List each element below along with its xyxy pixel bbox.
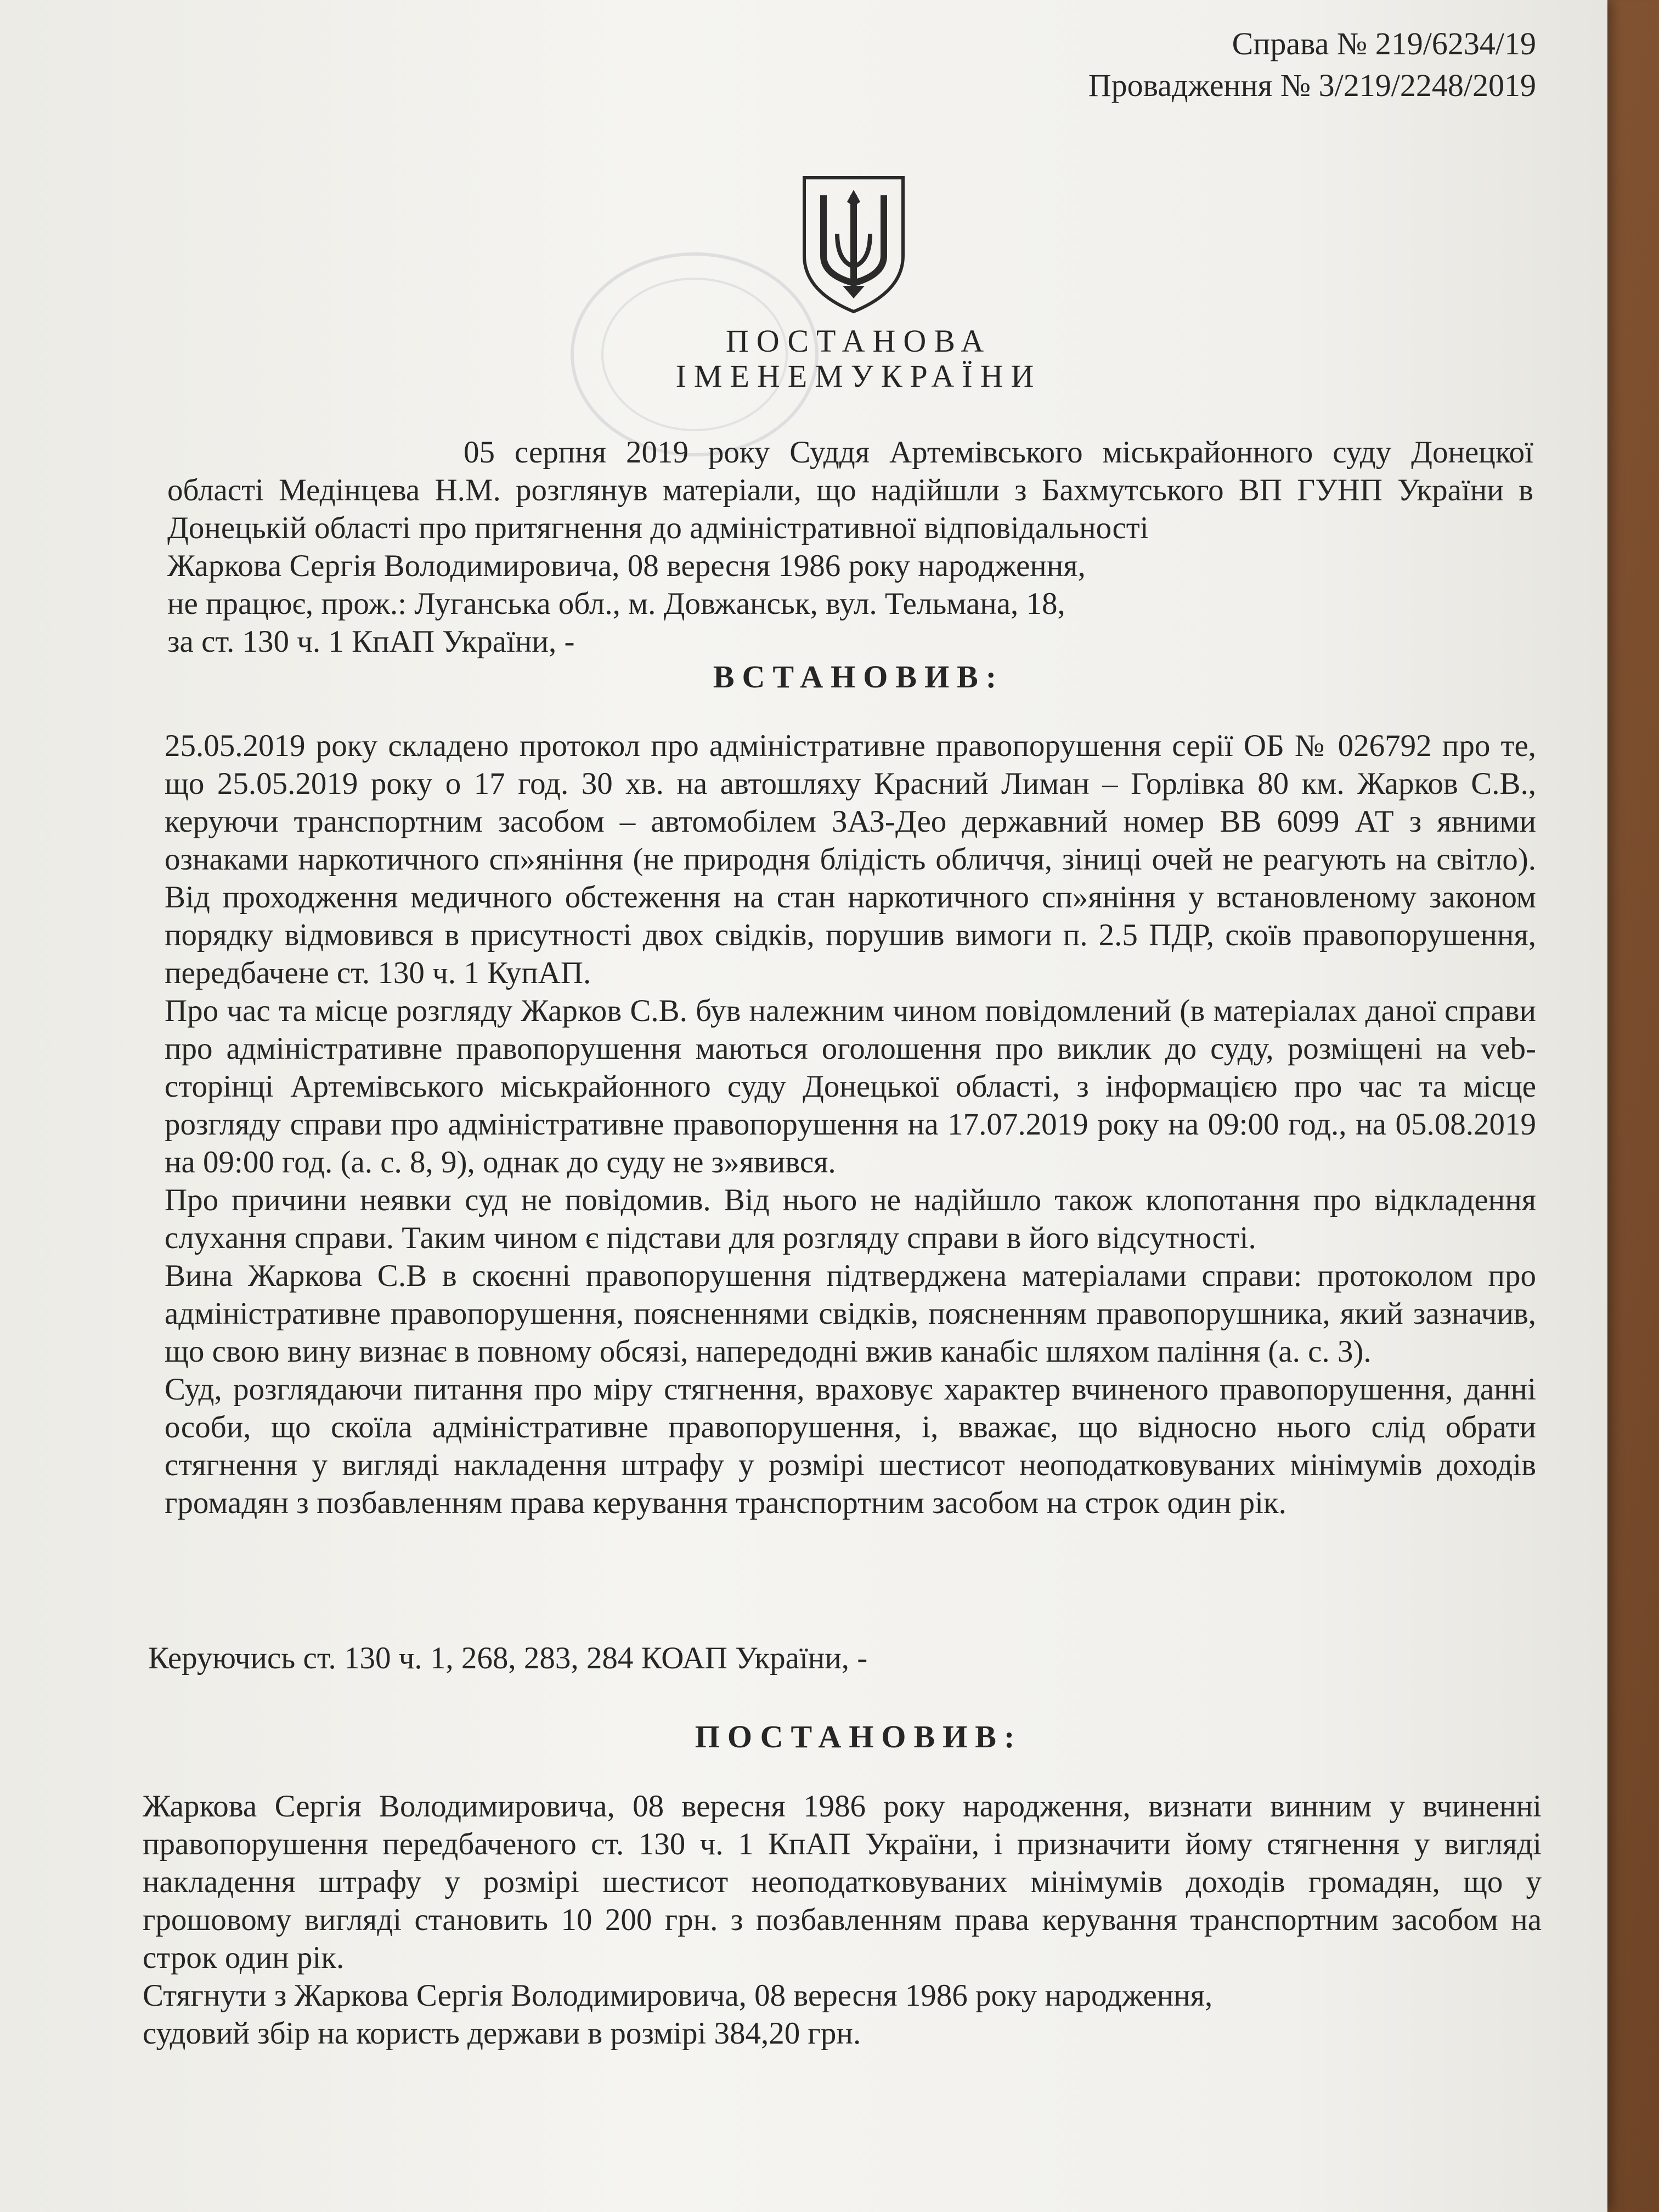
findings-paragraph: 25.05.2019 року складено протокол про адміністративне правопорушення серії ОБ № 026792 про те, що 25.05.2019 року о 17 год. 30 хв. на автошляху Красний Лиман – Горлівка 80 км. Жарков С.В., керуючи транспортним засобом – автомобілем ЗАЗ-Део державний номер ВВ 6099 АТ з явними ознаками наркотичного сп»яніння (не природня блідість обличчя, зіниці очей не реагують на світло). Від проходження медичного обстеження на стан наркотичного сп»яніння у встановленому законом порядку відмовився в присутності двох свідків, порушив вимоги п. 2.5 ПДР, скоїв правопорушення, передбачене ст. 130 ч. 1 КупАП. (165, 729, 1536, 990)
findings-block (165, 727, 1536, 1522)
proceeding-number: Провадження № 3/219/2248/2019 (1088, 67, 1536, 103)
findings-paragraph: Суд, розглядаючи питання про міру стягнення, враховує характер вчиненого правопорушення, данні особи, що скоїла адміністративне правопорушення, і, вважає, що відносно нього слід обрати стягнення у вигляді накладення штрафу у розмірі шестисот неоподатковуваних мінімумів доходів громадян з позбавленням права керування транспортним засобом на строк один рік. (165, 1372, 1536, 1520)
intro-article: за ст. 130 ч. 1 КпАП України, - (167, 624, 575, 659)
decision-paragraph: Жаркова Сергія Володимировича, 08 вересня 1986 року народження, визнати винним у вчиненні правопорушення передбаченого ст. 130 ч. 1 КпАП України, і призначити йому стягнення у вигляді накладення штрафу у розмірі шестисот неоподатковуваних мінімумів доходів громадян, що у грошовому вигляді становить 10 200 грн. з позбавленням права керування транспортним засобом на строк один рік. (143, 1789, 1542, 1975)
document-subtitle: ІМЕНЕМУКРАЇНИ (675, 358, 1042, 394)
trident-coat-of-arms-icon (799, 173, 909, 316)
guided-by-line: Керуючись ст. 130 ч. 1, 268, 283, 284 КОАП України, - (148, 1641, 868, 1675)
case-header (1088, 23, 1536, 106)
intro-paragraph: 05 серпня 2019 року Суддя Артемівського міськрайонного суду Донецкої області Медінцева Н.М. розглянув матеріали, що надійшли з Бахмутського ВП ГУНП України в Донецькій області про притягнення до адміністративної відповідальності (167, 435, 1533, 545)
intro-block (167, 433, 1533, 661)
intro-defendant: Жаркова Сергія Володимировича, 08 вересня 1986 року народження, (167, 549, 1086, 583)
intro-address: не працює, прож.: Луганська обл., м. Довжанськ, вул. Тельмана, 18, (167, 586, 1065, 621)
findings-paragraph: Про час та місце розгляду Жарков С.В. був належним чином повідомлений (в матеріалах даної справи про адміністративне правопорушення маються оголошення про виклик до суду, розміщені на veb-сторінці Артемівського міськрайонного суду Донецької області, з інформацією про час та місце розгляду справи про адміністративне правопорушення на 17.07.2019 року на 09:00 год., на 05.08.2019 на 09:00 год. (а. с. 8, 9), однак до суду не з»явився. (165, 994, 1536, 1180)
findings-paragraph: Про причини неявки суд не повідомив. Від нього не надійшло також клопотання про відкладення слухання справи. Таким чином є підстави для розгляду справи в його відсутності. (165, 1183, 1536, 1255)
decision-collection-line: Стягнути з Жаркова Сергія Володимировича, 08 вересня 1986 року народження, (143, 1978, 1213, 2013)
decision-block (143, 1787, 1542, 2052)
section-heading-resolved: ПОСТАНОВИВ: (695, 1719, 1023, 1754)
findings-paragraph: Вина Жаркова С.В в скоєнні правопорушення підтверджена матеріалами справи: протоколом про адміністративне правопорушення, поясненнями свідків, поясненням правопорушника, який зазначив, що свою вину визнає в повному обсязі, напередодні вжив канабіс шляхом паління (а. с. 3). (165, 1259, 1536, 1369)
decision-fee-line: судовий збір на користь держави в розмірі 384,20 грн. (143, 2016, 861, 2051)
case-number: Справа № 219/6234/19 (1232, 26, 1536, 61)
section-heading-established: ВСТАНОВИВ: (713, 659, 1005, 695)
document-title: ПОСТАНОВА (725, 323, 992, 359)
